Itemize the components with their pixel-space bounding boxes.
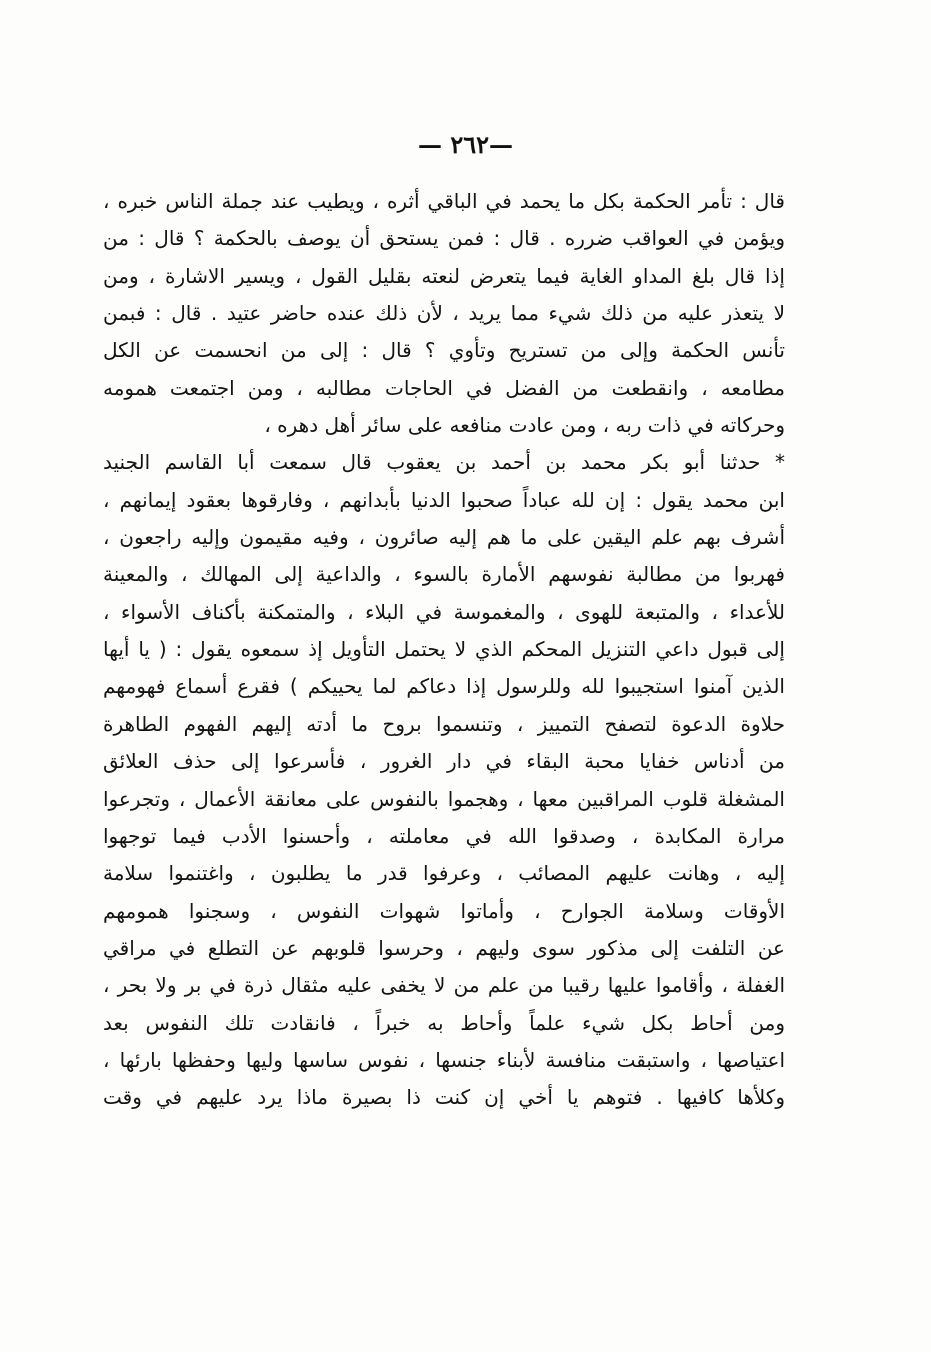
text-line: * حدثنا أبو بكر محمد بن أحمد بن يعقوب قال سمعت أبا القاسم الجنيد xyxy=(103,450,785,475)
text-line: إذا قال بلغ المداو الغاية فيما يتعرض لنعته بقليل القول ، ويسير الاشارة ، ومن xyxy=(103,263,785,288)
text-line: الغفلة ، وأقاموا عليها رقيبا من علم من لا يخفى عليه مثقال ذرة في بر ولا بحر ، xyxy=(103,973,785,998)
text-line: ابن محمد يقول : إن لله عباداً صحبوا الدنيا بأبدانهم ، وفارقوها بعقود إيمانهم ، xyxy=(103,487,785,512)
text-line: تأنس الحكمة وإلى من تستريح وتأوي ؟ قال : إلى من انحسمت عن الكل xyxy=(103,338,785,363)
text-line: وكلأها كافيها . فتوهم يا أخي إن كنت ذا بصيرة ماذا يرد عليهم في وقت xyxy=(103,1085,785,1110)
text-line: إليه ، وهانت عليهم المصائب ، وعرفوا قدر ما يطلبون ، واغتنموا سلامة xyxy=(103,861,785,886)
text-line: المشغلة قلوب المراقبين معها ، وهجموا بالنفوس على معانقة الأعمال ، وتجرعوا xyxy=(103,786,785,811)
page-number: —٢٦٢ — xyxy=(417,130,514,159)
text-line: حلاوة الدعوة لتصفح التمييز ، وتنسموا بروح ما أدته إليهم الفهوم الطاهرة xyxy=(103,711,785,736)
text-line: مرارة المكابدة ، وصدقوا الله في معاملته ، وأحسنوا الأدب فيما توجهوا xyxy=(103,823,785,848)
text-line: أشرف بهم علم اليقين على ما هم إليه صائرون ، وفيه مقيمون وإليه راجعون ، xyxy=(103,525,785,550)
text-line: الذين آمنوا استجيبوا لله وللرسول إذا دعاكم لما يحييكم ) فقرع أسماع فهومهم xyxy=(103,674,785,699)
text-line: ومن أحاط بكل شيء علماً وأحاط به خبراً ، فانقادت تلك النفوس بعد xyxy=(103,1010,785,1035)
text-line: فهربوا من مطالبة نفوسهم الأمارة بالسوء ، والداعية إلى المهالك ، والمعينة xyxy=(103,562,785,587)
text-line: الأوقات وسلامة الجوارح ، وأماتوا شهوات النفوس ، وسجنوا همومهم xyxy=(103,898,785,923)
body-text xyxy=(103,183,785,1117)
text-line: اعتياصها ، واستبقت منافسة لأبناء جنسها ، نفوس ساسها وليها وحفظها بارئها ، xyxy=(103,1047,785,1072)
text-line: عن التلفت إلى مذكور سوى وليهم ، وحرسوا قلوبهم عن التطلع في مراقي xyxy=(103,935,785,960)
text-line: مطامعه ، وانقطعت من الفضل في الحاجات مطالبه ، ومن اجتمعت همومه xyxy=(103,375,785,400)
text-line: ويؤمن في العواقب ضرره . قال : فمن يستحق أن يوصف بالحكمة ؟ قال : من xyxy=(103,226,785,251)
text-line: وحركاته في ذات ربه ، ومن عادت منافعه على سائر أهل دهره ، xyxy=(264,413,785,438)
text-line: قال : تأمر الحكمة بكل ما يحمد في الباقي أثره ، ويطيب عند جملة الناس خبره ، xyxy=(103,189,785,213)
text-line: للأعداء ، والمتبعة للهوى ، والمغموسة في البلاء ، والمتمكنة بأكناف الأسواء ، xyxy=(103,599,785,624)
text-line: لا يتعذر عليه من ذلك شيء مما يريد ، لأن ذلك عنده حاضر عتيد . قال : فبمن xyxy=(103,301,785,326)
text-line: من أدناس خفايا محبة البقاء في دار الغرور ، فأسرعوا إلى حذف العلائق xyxy=(103,749,785,774)
text-line: إلى قبول داعي التنزيل المحكم الذي لا يحتمل التأويل إذ سمعوه يقول : ( يا أيها xyxy=(103,637,785,662)
